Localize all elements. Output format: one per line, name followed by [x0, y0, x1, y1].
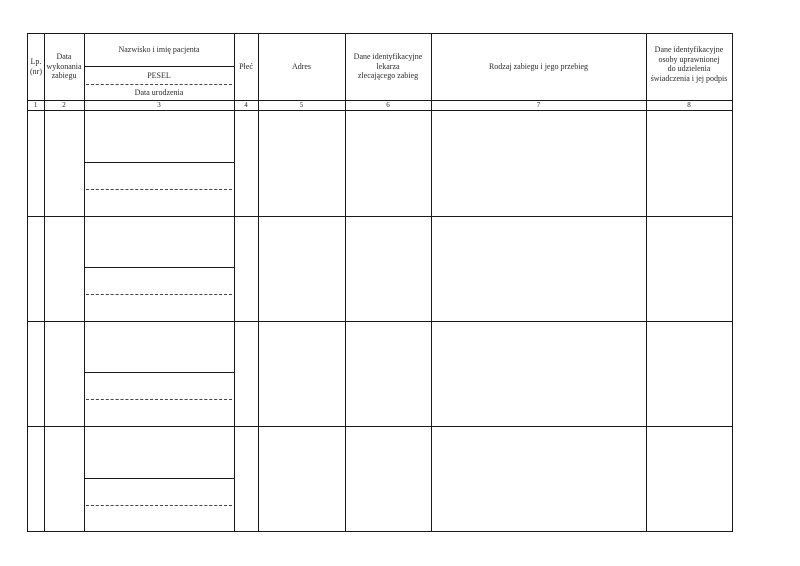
row-3-date-cell[interactable]	[45, 322, 84, 426]
row-4-sex-cell[interactable]	[235, 427, 258, 531]
column-number-3: 3	[157, 101, 161, 109]
column-number-1: 1	[33, 101, 38, 109]
header-performer: Dane identyfikacyjne osoby uprawnionej do udzielenia świadczenia i jej podpis	[650, 45, 728, 83]
row-2-doctor-cell[interactable]	[346, 217, 431, 321]
row-4-lp-cell[interactable]	[28, 427, 44, 531]
row-1-pesel-dob-cell[interactable]	[85, 163, 234, 216]
row-1-performer-cell[interactable]	[647, 111, 732, 216]
header-pesel: PESEL	[147, 71, 171, 80]
row-1-date-cell[interactable]	[45, 111, 84, 216]
row-3-name-cell[interactable]	[85, 322, 234, 372]
row-3-address-cell[interactable]	[259, 322, 345, 426]
row-3-pesel-dob-cell[interactable]	[85, 373, 234, 426]
row-2-name-cell[interactable]	[85, 217, 234, 267]
row-2-performer-cell[interactable]	[647, 217, 732, 321]
border-top	[27, 33, 733, 34]
row-4-date-cell[interactable]	[45, 427, 84, 531]
row-1-lp-cell[interactable]	[28, 111, 44, 216]
header-pesel-dob-divider	[86, 84, 232, 85]
row-2-pesel-dob-cell[interactable]	[85, 268, 234, 321]
column-number-4: 4	[244, 101, 248, 109]
row-2-procedure-cell[interactable]	[432, 217, 646, 321]
row-4-performer-cell[interactable]	[647, 427, 732, 531]
row-1-doctor-cell[interactable]	[346, 111, 431, 216]
header-sex: Płeć	[239, 62, 253, 71]
border-right	[732, 33, 733, 532]
row-2-date-cell[interactable]	[45, 217, 84, 321]
column-number-6: 6	[386, 101, 390, 109]
row-4-address-cell[interactable]	[259, 427, 345, 531]
row-1-sex-cell[interactable]	[235, 111, 258, 216]
row-3-sex-cell[interactable]	[235, 322, 258, 426]
row-3-procedure-cell[interactable]	[432, 322, 646, 426]
row-3-lp-cell[interactable]	[28, 322, 44, 426]
column-number-5: 5	[299, 101, 304, 109]
row-1-address-cell[interactable]	[259, 111, 345, 216]
header-doctor: Dane identyfikacyjne lekarza zlecającego zabieg	[353, 52, 423, 80]
border-bottom	[27, 531, 733, 532]
row-2-lp-cell[interactable]	[28, 217, 44, 321]
row-3-doctor-cell[interactable]	[346, 322, 431, 426]
column-number-8: 8	[687, 101, 691, 109]
row-4-doctor-cell[interactable]	[346, 427, 431, 531]
row-3-performer-cell[interactable]	[647, 322, 732, 426]
row-2-address-cell[interactable]	[259, 217, 345, 321]
header-name-divider	[84, 66, 234, 67]
header-date: Data wykonania zabiegu	[46, 52, 82, 80]
row-4-pesel-dob-cell[interactable]	[85, 479, 234, 531]
header-lp: Lp. (nr)	[30, 57, 42, 76]
row-2-sex-cell[interactable]	[235, 217, 258, 321]
header-address: Adres	[291, 62, 312, 71]
header-procedure: Rodzaj zabiegu i jego przebieg	[488, 62, 589, 71]
row-4-procedure-cell[interactable]	[432, 427, 646, 531]
header-name: Nazwisko i imię pacjenta	[118, 45, 200, 54]
row-1-name-cell[interactable]	[85, 111, 234, 162]
row-4-name-cell[interactable]	[85, 427, 234, 478]
column-number-2: 2	[62, 101, 66, 109]
header-dob: Data urodzenia	[134, 88, 184, 97]
row-1-procedure-cell[interactable]	[432, 111, 646, 216]
column-number-7: 7	[536, 101, 541, 109]
